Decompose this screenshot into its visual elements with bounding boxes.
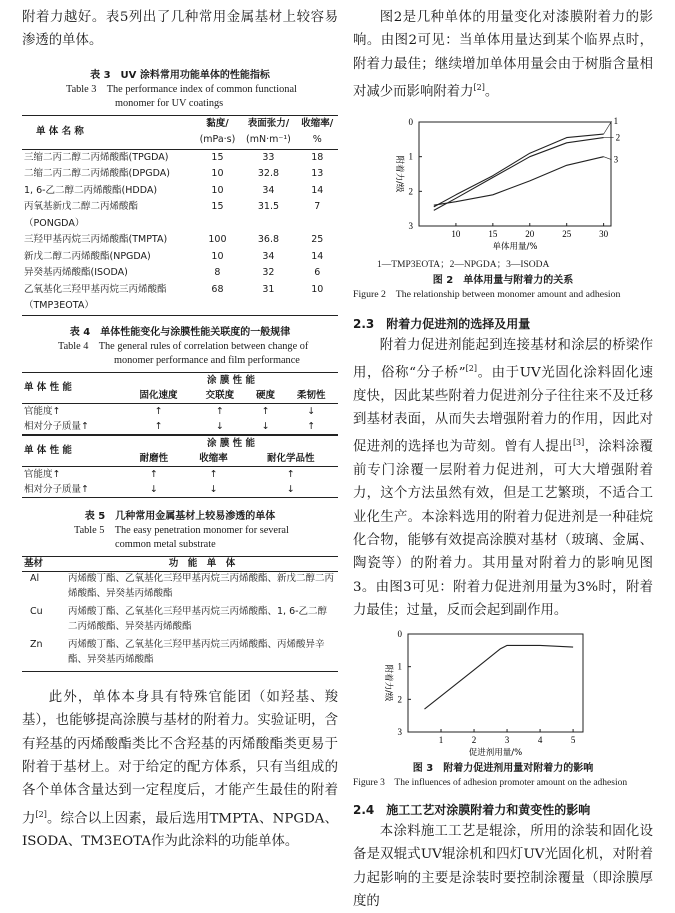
section-2-4-heading: 2.4 施工工艺对涂膜附着力和黄变性的影响 (353, 803, 591, 818)
table3-cell-value: 36.8 (257, 234, 280, 246)
table3-header-tension-unit: (mN·m⁻¹) (246, 134, 291, 146)
table4-caption-en-2: monomer performance and film performance (114, 354, 300, 366)
x-tick-label: 2 (471, 735, 477, 746)
table4-b-row (22, 482, 338, 498)
table5-monomers: 丙烯酸丁酯、乙氧基化三羟甲基丙烷三丙烯酸酯、新戊二醇二丙烯酸酯、异癸基丙烯酸酯 (68, 573, 335, 599)
table3-cell-value: 15 (211, 151, 224, 163)
table3-header-tension: 表面张力/ (247, 117, 290, 129)
x-tick-label: 1 (438, 735, 444, 746)
table4-a-col-header: 柔韧性 (296, 389, 326, 401)
table3-cell-value: 31 (262, 283, 275, 295)
table3-caption-en-2: monomer for UV coatings (115, 97, 224, 109)
y-axis-label: 附着力/级 (394, 155, 404, 193)
table4-a (22, 372, 338, 435)
intro-text: 附着力越好。表5列出了几种常用金属基材上较容易渗透的单体。 (22, 10, 338, 49)
table3-header-shrink-unit: % (312, 134, 322, 146)
series-label-2: 2 (615, 132, 621, 143)
table3-row (22, 298, 338, 315)
table4-b-arrow: ↓ (286, 483, 295, 495)
table3-header-viscosity-unit: (mPa·s) (199, 134, 236, 146)
table3-cell-value: 33 (262, 151, 275, 163)
table3-cell-value: 13 (311, 168, 324, 180)
table3-cell-value (297, 298, 338, 315)
table5-substrate: Zn (30, 639, 43, 651)
table3-cell-value (297, 216, 338, 233)
table3-row (22, 265, 338, 282)
table5-caption-en-2: common metal substrate (115, 538, 216, 550)
table3-header-shrink: 收缩率/ (301, 117, 334, 129)
table5-caption-en-1: Table 5 The easy penetration monomer for several (74, 524, 289, 536)
table4-b-row-label: 相对分子质量↑ (24, 483, 89, 495)
table4-a-group-header: 涂 膜 性 能 (207, 374, 255, 386)
fig2-caption-cn: 图 2 单体用量与附着力的关系 (432, 274, 574, 286)
table4-a-row (22, 403, 338, 419)
table3-cell-value: 10 (211, 250, 224, 262)
table3-caption (22, 69, 338, 111)
table4-b-col-header: 收缩率 (199, 452, 228, 464)
x-tick-label: 3 (504, 735, 510, 746)
fig3-caption-cn: 图 3 附着力促进剂用量对附着力的影响 (412, 763, 594, 775)
table3-row (22, 216, 338, 233)
table5-header-substrate: 基材 (24, 557, 44, 569)
table3-cell-value: 34 (262, 184, 275, 196)
table3-cell-name: 新戊二醇二丙烯酸酯(NPGDA) (24, 250, 151, 262)
y-axis-label: 附着力/级 (383, 664, 393, 702)
table4-a-col-header: 交联度 (205, 389, 235, 401)
table4-b-col-header: 耐磨性 (139, 452, 169, 464)
y-tick-label: 3 (408, 220, 413, 231)
y-tick-label: 0 (397, 629, 402, 640)
table3 (22, 115, 338, 316)
series-label-1: 1 (613, 115, 619, 126)
table5-caption (22, 510, 338, 552)
table3-cell-name: （PONGDA） (24, 217, 85, 229)
table3-cell-value (195, 216, 241, 233)
table3-cell-value: 25 (311, 234, 324, 246)
left-column (22, 0, 338, 854)
table3-cell-name: 乙氧基化三羟甲基丙烷三丙烯酸酯 (24, 283, 167, 295)
y-tick-label: 2 (408, 185, 413, 196)
table3-caption-cn: 表 3 UV 涂料常用功能单体的性能指标 (90, 69, 270, 81)
section-2-3-text: 附着力促进剂能起到连接基材和涂层的桥梁作用，俗称“分子桥”[2]。由于UV光固化涂料固化速度快，因此某些附着力促进剂分子往往来不及迁移到基材表面，从而失去增强附着力的作用，因此对促进剂的选择也为苛刻。曾有人提出[3]，涂料涂覆前专门涂覆一层附着力促进剂，可大大增强附着力，这个方法虽然有效，但是工艺繁琐，不适合工业化生产。本涂料选用的附着力促进剂是一种硅烷化合物，能够有效提高涂膜对基材（玻璃、金属、陶瓷等）的附着力。其用量对附着力的影响见图3。由图3可见：附着力促进剂用量为3%时，附着力最佳；过量，反而会起到副作用。 (353, 337, 654, 618)
y-tick-label: 3 (397, 727, 402, 738)
table3-cell-value: 14 (311, 184, 324, 196)
x-tick-label: 10 (451, 228, 461, 239)
table4-a-row-label: 官能度↑ (24, 405, 61, 417)
table5-substrate: Al (30, 573, 40, 585)
table3-cell-value: 34 (262, 250, 275, 262)
table3-cell-value: 100 (208, 234, 227, 246)
table4-a-arrow: ↓ (261, 420, 270, 432)
table3-row (22, 149, 338, 166)
table4-a-arrow: ↑ (261, 405, 270, 417)
table5-monomers: 丙烯酸丁酯、乙氧基化三羟甲基丙烷三丙烯酸酯、1, 6-乙二醇二丙烯酸酯、异癸基丙烯酸酯 (68, 606, 328, 632)
table3-cell-value (240, 216, 296, 233)
table3-cell-name: 三羟甲基丙烷三丙烯酸酯(TMPTA) (24, 234, 168, 246)
section-2-3-heading: 2.3 附着力促进剂的选择及用量 (353, 316, 531, 331)
table3-row (22, 232, 338, 249)
right-column (353, 0, 653, 913)
table3-cell-value (195, 298, 241, 315)
table3-cell-value: 18 (311, 151, 324, 163)
table5-substrate: Cu (30, 606, 43, 618)
series-leader-1 (604, 121, 612, 134)
table3-caption-en-1: Table 3 The performance index of common functional (66, 83, 297, 95)
table4-b-arrow: ↑ (209, 468, 218, 480)
fig3-caption-en: Figure 3 The influences of adhesion promoter amount on the adhesion (353, 778, 628, 789)
right-para-top: 图2是几种单体的用量变化对漆膜附着力的影响。由图2可见：当单体用量达到某个临界点时，附着力最佳；继续增加单体用量会由于树脂含量相对减少而影响附着力[2]。 (353, 10, 653, 100)
table5 (22, 556, 338, 673)
table3-cell-name: 异癸基丙烯酸酯(ISODA) (24, 267, 128, 279)
table3-cell-value: 10 (311, 283, 324, 295)
table3-cell-value: 8 (214, 267, 221, 279)
table3-header-viscosity: 黏度/ (206, 117, 229, 129)
x-tick-label: 15 (488, 228, 498, 239)
table4-a-arrow: ↓ (307, 405, 316, 417)
figure-2-chart (353, 110, 653, 260)
table4-a-row-header: 单 体 性 能 (22, 372, 124, 403)
series-line-2 (434, 137, 604, 210)
left-para-1: 此外，单体本身具有特殊官能团（如羟基、羧基），也能够提高涂膜与基材的附着力。实验证明，含有羟基的丙烯酸酯类比不含羟基的丙烯酸酯类更易于附着于基材上。对于给定的配方体系，只有当组成的各个单体含量达到一定程度后，才能产生最佳的附着力[2]。综合以上因素，最后选用TMPTA、NPGDA、ISODA、TM3EOTA作为此涂料的功能单体。 (22, 690, 339, 850)
x-tick-label: 30 (599, 228, 609, 239)
table3-cell-name: （TMP3EOTA） (24, 300, 94, 312)
table4-b (22, 435, 338, 498)
table5-monomers: 丙烯酸丁酯、乙氧基化三羟甲基丙烷三丙烯酸酯、丙烯酸异辛酯、异癸基丙烯酸酯 (68, 639, 325, 665)
section-2-4-text: 本涂料施工工艺是辊涂，所用的涂装和固化设备是双辊式UV辊涂机和四灯UV光固化机，对附着力起影响的主要是涂装时要控制涂覆量（即涂膜厚度的 (353, 824, 653, 910)
table3-row (22, 199, 338, 216)
y-tick-label: 0 (408, 116, 413, 127)
table3-row (22, 282, 338, 299)
table4-b-arrow: ↓ (149, 483, 158, 495)
table3-header-name: 单 体 名 称 (22, 115, 195, 149)
y-tick-label: 1 (397, 661, 402, 672)
x-axis-label: 单体用量/% (492, 241, 538, 252)
table4-a-row (22, 419, 338, 435)
table4-a-arrow: ↑ (154, 420, 163, 432)
table4-b-arrow: ↑ (149, 468, 158, 480)
table4-b-row-label: 官能度↑ (24, 468, 61, 480)
y-tick-label: 1 (408, 151, 413, 162)
table3-cell-value: 32.8 (257, 168, 280, 180)
table4-a-arrow: ↓ (215, 420, 224, 432)
table4-b-row-header: 单 体 性 能 (22, 435, 124, 466)
table4-b-col-header: 耐化学品性 (266, 452, 315, 464)
table4-a-arrow: ↑ (154, 405, 163, 417)
table4-b-group-header: 涂 膜 性 能 (207, 437, 255, 449)
table5-header-monomer: 功 能 单 体 (168, 557, 236, 569)
table3-cell-value: 31.5 (257, 201, 280, 213)
figure-3-chart (353, 628, 653, 758)
x-tick-label: 25 (562, 228, 572, 239)
table4-a-row-label: 相对分子质量↑ (24, 420, 89, 432)
series-line-3 (434, 156, 604, 205)
table3-cell-name: 1, 6-乙二醇二丙烯酸酯(HDDA) (24, 184, 158, 196)
table3-cell-value: 7 (314, 201, 321, 213)
table3-cell-name: 三缩二丙二醇二丙烯酸酯(TPGDA) (24, 151, 169, 163)
table3-row (22, 249, 338, 266)
table4-caption-en-1: Table 4 The general rules of correlation between change of (58, 340, 309, 352)
table5-caption-cn: 表 5 几种常用金属基材上较易渗透的单体 (84, 510, 276, 522)
table4-b-arrow: ↓ (209, 483, 218, 495)
table3-cell-name: 丙氧基新戊二醇二丙烯酸酯 (24, 201, 139, 213)
fig2-legend: 1—TMP3EOTA；2—NPGDA；3—ISODA (377, 259, 550, 270)
x-axis-label: 促进剂用量/% (468, 748, 523, 759)
x-tick-label: 4 (537, 735, 543, 746)
table5-row (22, 638, 338, 672)
table3-row (22, 166, 338, 183)
table3-cell-value: 15 (211, 201, 224, 213)
table3-cell-value: 10 (211, 168, 224, 180)
table3-cell-value: 68 (211, 283, 224, 295)
table4-a-col-header: 硬度 (256, 389, 276, 401)
table4-caption-cn: 表 4 单体性能变化与涂膜性能关联度的一般规律 (69, 326, 291, 338)
table4-b-arrow: ↑ (286, 468, 295, 480)
table3-row (22, 183, 338, 200)
series-line-1 (425, 646, 574, 710)
table3-cell-value: 10 (211, 184, 224, 196)
x-tick-label: 5 (570, 735, 576, 746)
table4-a-arrow: ↑ (307, 420, 316, 432)
table5-row (22, 572, 338, 606)
table4-caption (22, 326, 338, 368)
series-leader-3 (604, 156, 612, 159)
y-tick-label: 2 (397, 694, 402, 705)
plot-frame (408, 634, 583, 732)
table3-cell-name: 二缩二丙二醇二丙烯酸酯(DPGDA) (24, 168, 170, 180)
table4-a-col-header: 固化速度 (139, 389, 178, 401)
table4-b-row (22, 466, 338, 482)
fig2-caption-en: Figure 2 The relationship between monomer amount and adhesion (353, 288, 621, 300)
table3-cell-value: 14 (311, 250, 324, 262)
table5-row (22, 605, 338, 638)
table3-cell-value: 32 (262, 267, 275, 279)
plot-frame (419, 122, 611, 226)
x-tick-label: 20 (525, 228, 535, 239)
table3-cell-value (240, 298, 296, 315)
series-label-3: 3 (613, 154, 619, 165)
table3-cell-value: 6 (314, 267, 321, 279)
table4-a-arrow: ↑ (215, 405, 224, 417)
